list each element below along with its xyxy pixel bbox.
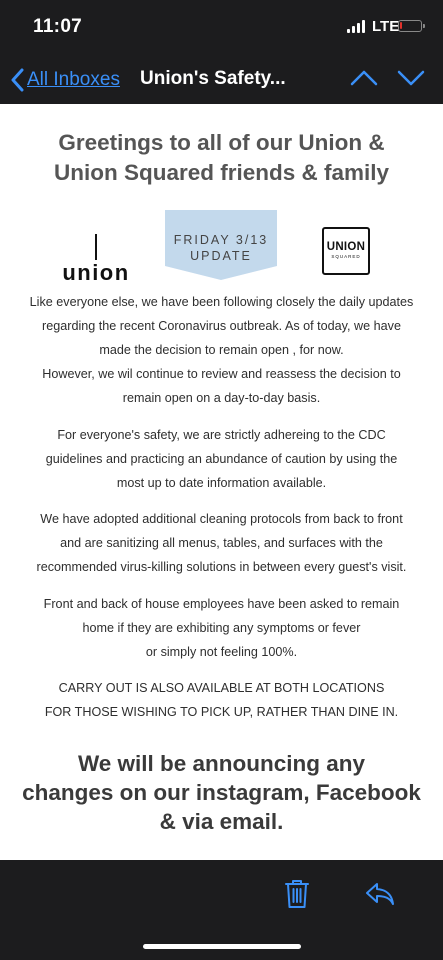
union-logo (58, 230, 134, 286)
squared-logo-sub: SQUARED (331, 254, 361, 259)
closing-line: & via email. (159, 809, 284, 834)
email-body (0, 104, 443, 860)
paragraph-line: Front and back of house employees have been asked to remain (43, 597, 400, 611)
battery-level (400, 22, 402, 29)
paragraph-carry-out (20, 676, 423, 724)
paragraph-line: For everyone's safety, we are strictly adhereing to the CDC (57, 428, 386, 442)
home-indicator[interactable] (143, 944, 301, 949)
closing-announcement (0, 749, 443, 836)
banner-line: UPDATE (190, 249, 252, 263)
paragraph-line: recommended virus-killing solutions in between every guest's visit. (36, 560, 407, 574)
back-label: All Inboxes (27, 69, 120, 90)
chevron-down-icon[interactable] (397, 66, 425, 90)
squared-logo-main: UNION (326, 241, 366, 253)
chevron-left-icon (10, 68, 24, 92)
status-bar (0, 0, 443, 56)
paragraph-line: regarding the recent Coronavirus outbreak. As of today, we have (42, 319, 401, 333)
headline-line: Union Squared friends & family (53, 160, 390, 185)
bottom-toolbar (0, 860, 443, 960)
paragraph-line: and are sanitizing all menus, tables, and surfaces with the (60, 536, 383, 550)
reply-icon[interactable] (364, 881, 396, 907)
paragraph-line: However, we wil continue to review and reassess the decision to (42, 367, 401, 381)
union-squared-logo (322, 227, 370, 275)
paragraph-line: home if they are exhibiting any symptoms or fever (82, 621, 361, 635)
paragraph-safety (20, 423, 423, 495)
banner-line: FRIDAY 3/13 (173, 233, 269, 247)
paragraph-cleaning (20, 507, 423, 579)
mail-nav-bar (0, 56, 443, 104)
closing-line: changes on our instagram, Facebook (22, 780, 421, 805)
closing-line: We will be announcing any (77, 751, 366, 776)
paragraph-line: remain open on a day-to-day basis. (122, 391, 321, 405)
headline-line: Greetings to all of our Union & (58, 130, 385, 155)
date-banner (165, 210, 277, 280)
cellular-signal-icon (347, 20, 365, 33)
union-logo-text: union (62, 260, 130, 285)
paragraph-line: We have adopted additional cleaning protocols from back to front (40, 512, 403, 526)
battery-icon (398, 20, 422, 32)
email-headline (0, 128, 443, 188)
paragraph-update (20, 290, 423, 410)
logo-row (0, 208, 443, 288)
chevron-up-icon[interactable] (350, 66, 378, 90)
paragraph-line: made the decision to remain open , for now. (99, 343, 344, 357)
back-button[interactable] (10, 68, 120, 92)
paragraph-line: most up to date information available. (116, 476, 327, 490)
status-time: 11:07 (33, 16, 83, 37)
trash-icon[interactable] (284, 879, 310, 909)
paragraph-line: Like everyone else, we have been following closely the daily updates (29, 295, 414, 309)
paragraph-line: guidelines and practicing an abundance of caution by using the (45, 452, 398, 466)
paragraph-line: or simply not feeling 100%. (145, 645, 298, 659)
network-type: LTE (372, 18, 400, 35)
email-subject: Union's Safety... (140, 68, 286, 89)
paragraph-line: CARRY OUT IS ALSO AVAILABLE AT BOTH LOCATIONS (58, 681, 385, 695)
paragraph-line: FOR THOSE WISHING TO PICK UP, RATHER THAN DINE IN. (44, 705, 399, 719)
paragraph-employees (20, 592, 423, 664)
